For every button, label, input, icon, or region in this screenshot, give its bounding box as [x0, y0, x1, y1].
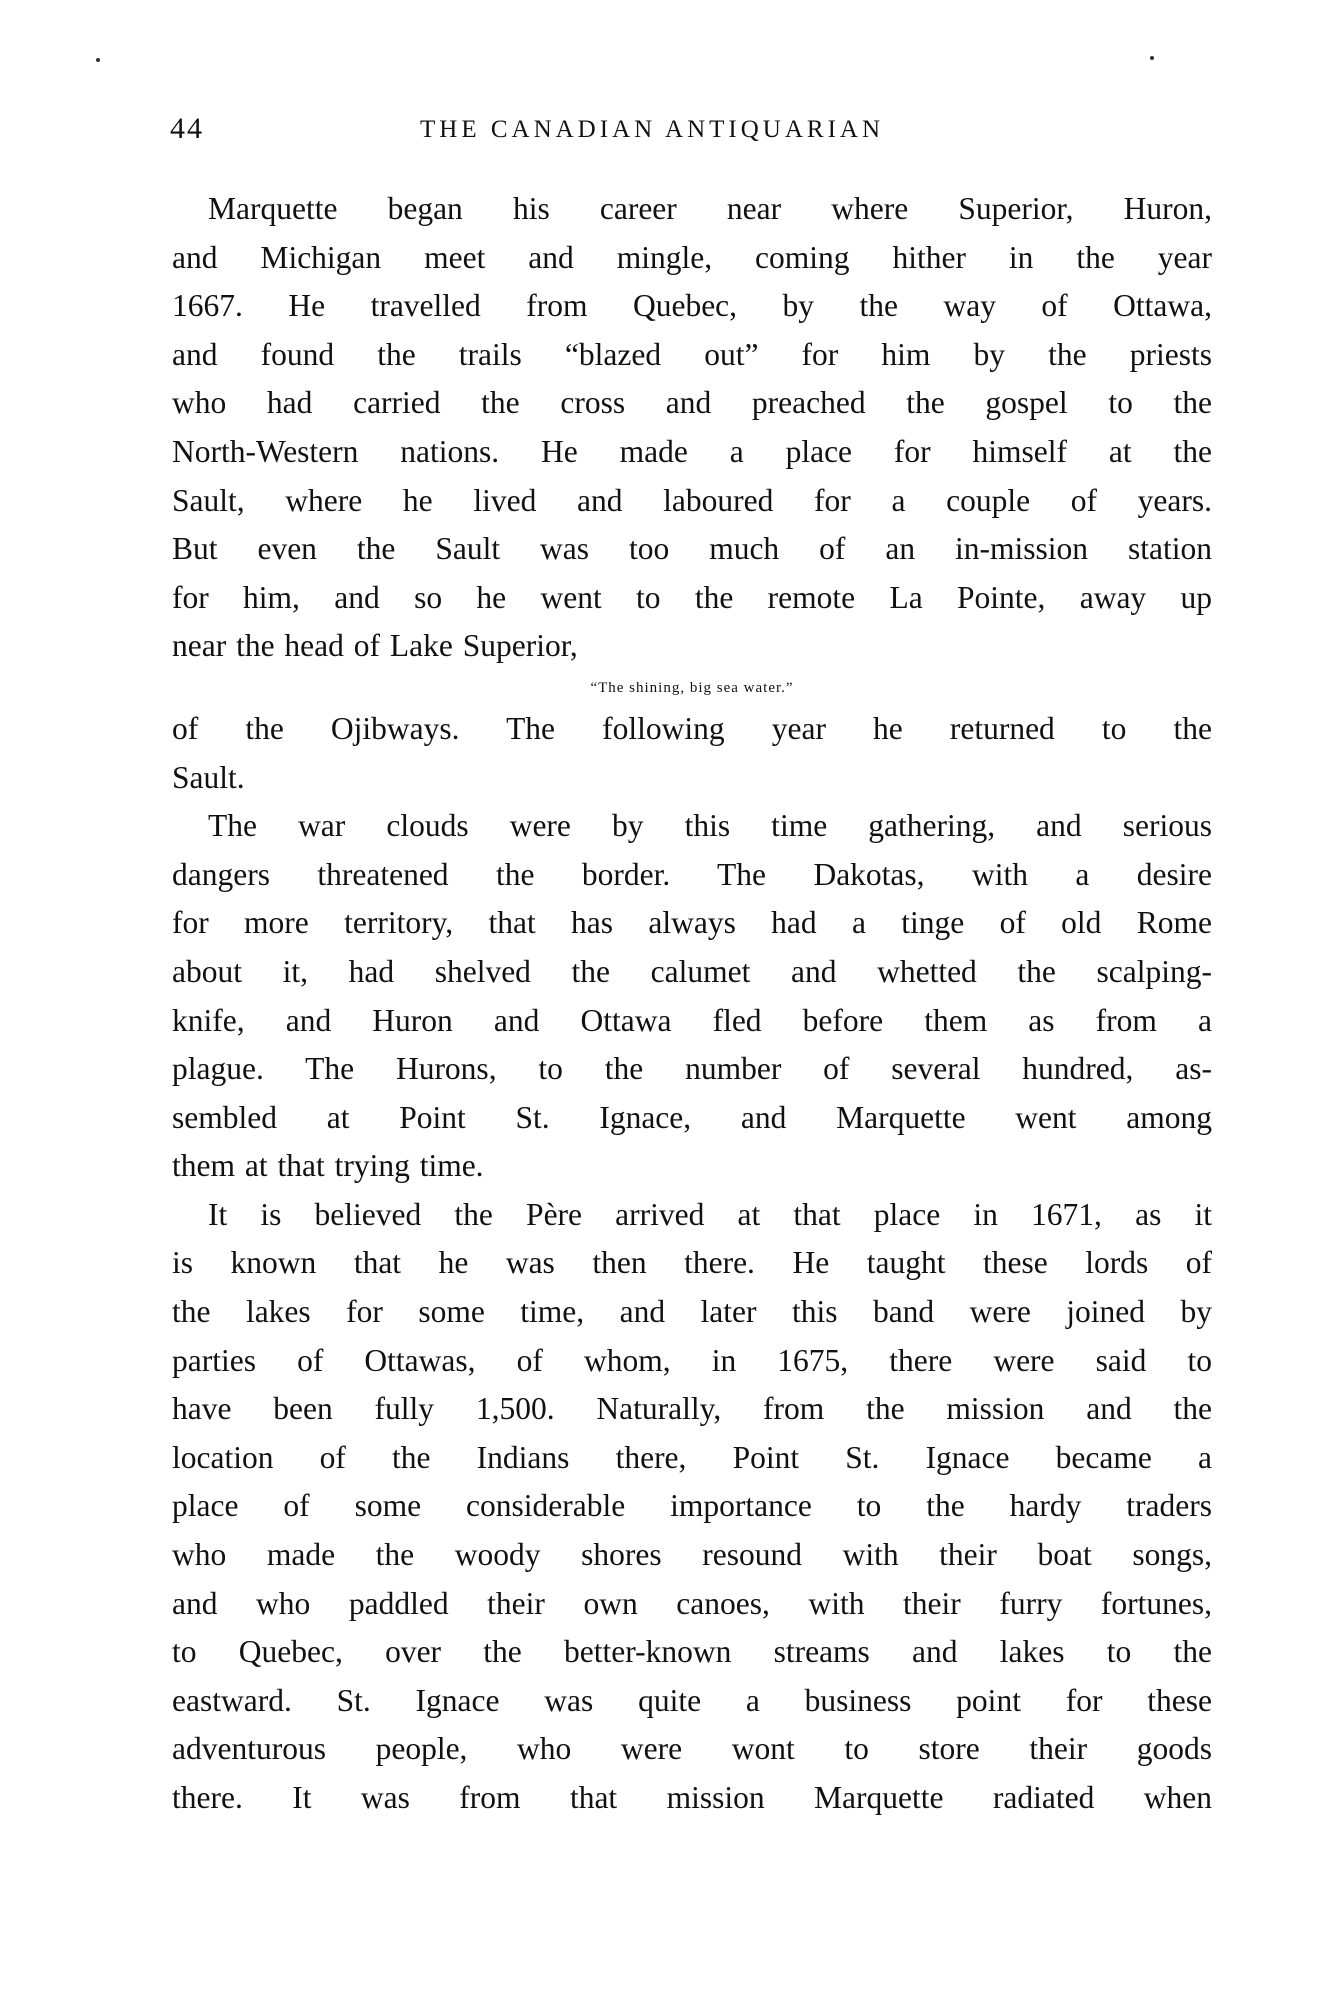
text-line: Sault, where he lived and laboured for a couple of years.: [172, 482, 1212, 518]
text-line: But even the Sault was too much of an in-mission station: [172, 531, 1212, 567]
text-line: parties of Ottawas, of whom, in 1675, there were said to: [172, 1342, 1212, 1378]
text-line: and found the trails “blazed out” for him by the priests: [172, 336, 1212, 372]
text-line: knife, and Huron and Ottawa fled before them as from a: [172, 1002, 1212, 1038]
journal-title: THE CANADIAN ANTIQUARIAN: [420, 116, 885, 143]
text-line: to Quebec, over the better-known streams and lakes to the: [172, 1634, 1212, 1670]
text-line: is known that he was then there. He taught these lords of: [172, 1245, 1212, 1281]
text-line: Marquette began his career near where Superior, Huron,: [208, 191, 1212, 226]
text-line: The war clouds were by this time gathering, and serious: [208, 808, 1212, 844]
text-line: dangers threatened the border. The Dakotas, with a desire: [172, 856, 1212, 892]
running-head: [170, 112, 1210, 152]
body-text: [172, 185, 1212, 1823]
text-line: there. It was from that mission Marquette radiated when: [172, 1780, 1212, 1815]
text-line: 1667. He travelled from Quebec, by the way of Ottawa,: [172, 288, 1212, 324]
text-line: have been fully 1,500. Naturally, from the mission and the: [172, 1391, 1212, 1427]
paragraph-1: [172, 185, 1212, 802]
paragraph-3: [172, 1191, 1212, 1823]
text-line: who made the woody shores resound with their boat songs,: [172, 1537, 1212, 1573]
text-line: sembled at Point St. Ignace, and Marquette went among: [172, 1099, 1212, 1135]
text-line: North-Western nations. He made a place for himself at the: [172, 433, 1212, 469]
text-line: of the Ojibways. The following year he returned to the: [172, 710, 1212, 746]
text-line: plague. The Hurons, to the number of several hundred, as-: [172, 1051, 1212, 1087]
paragraph-2: [172, 802, 1212, 1191]
scan-speck: [96, 58, 100, 62]
text-line: the lakes for some time, and later this band were joined by: [172, 1294, 1212, 1330]
page-number: 44: [170, 112, 204, 145]
text-line: them at that trying time.: [172, 1148, 484, 1184]
text-line: for more territory, that has always had a tinge of old Rome: [172, 905, 1212, 941]
text-line: about it, had shelved the calumet and whetted the scalping-: [172, 953, 1212, 989]
text-line: for him, and so he went to the remote La Pointe, away up: [172, 579, 1212, 615]
text-line: and who paddled their own canoes, with their furry fortunes,: [172, 1585, 1212, 1621]
text-line: It is believed the Père arrived at that place in 1671, as it: [208, 1196, 1212, 1232]
text-line: and Michigan meet and mingle, coming hither in the year: [172, 239, 1212, 275]
text-line: place of some considerable importance to the hardy traders: [172, 1488, 1212, 1524]
footnote: “The shining, big sea water.”: [590, 679, 794, 696]
text-line: who had carried the cross and preached the gospel to the: [172, 385, 1212, 421]
text-line: location of the Indians there, Point St. Ignace became a: [172, 1439, 1212, 1475]
text-line: Sault.: [172, 759, 245, 795]
text-line: near the head of Lake Superior,: [172, 628, 578, 664]
text-line: adventurous people, who were wont to store their goods: [172, 1731, 1212, 1767]
text-line: eastward. St. Ignace was quite a business point for these: [172, 1682, 1212, 1718]
scan-speck: [1150, 56, 1154, 60]
